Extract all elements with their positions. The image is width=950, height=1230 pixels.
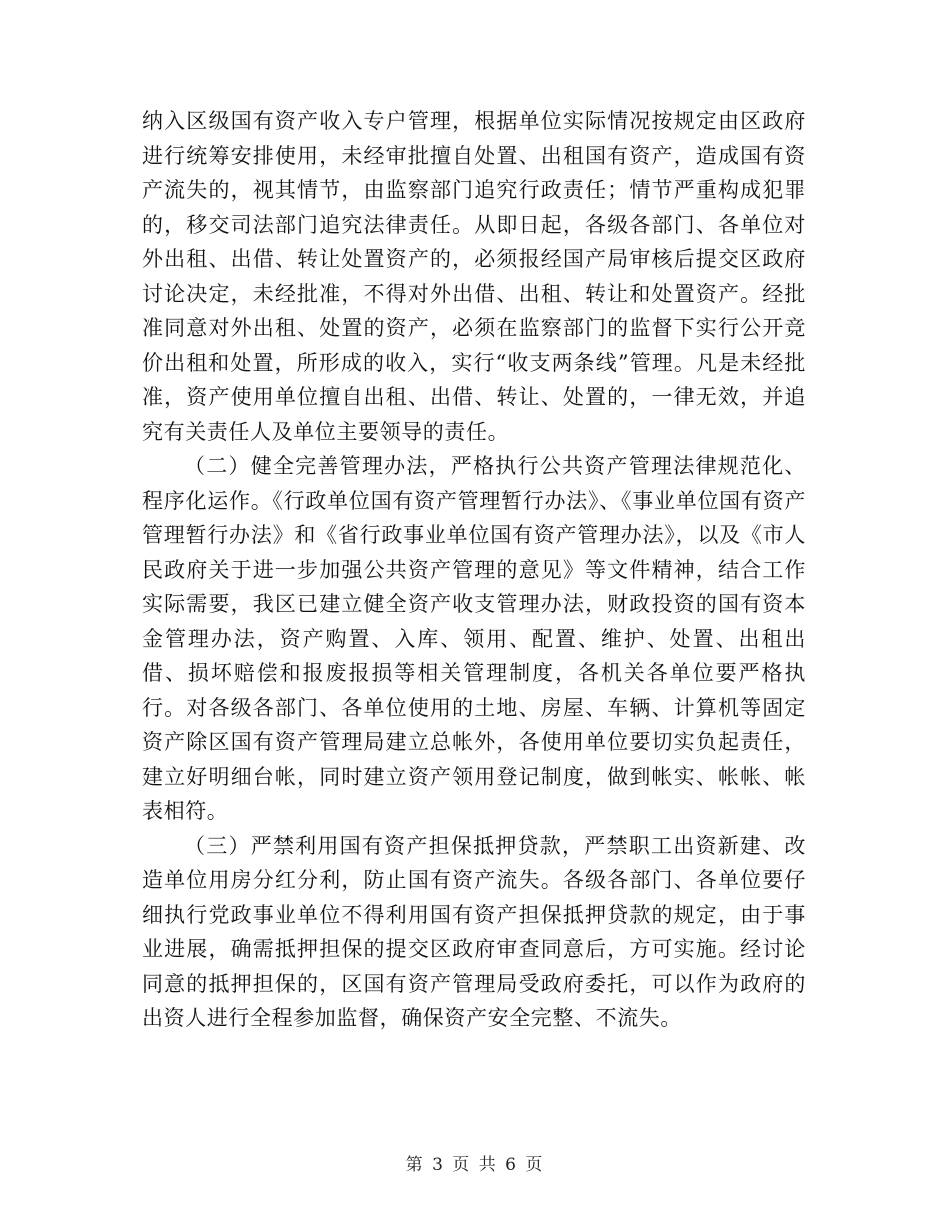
document-body xyxy=(142,104,806,1036)
paragraph-section-two: （二）健全完善管理办法，严格执行公共资产管理法律规范化、程序化运作。《行政单位国有资产管理暂行办法》、《事业单位国有资产管理暂行办法》和《省行政事业单位国有资产管理办法》，以及《市人民政府关于进一步加强公共资产管理的意见》等文件精神，结合工作实际需要，我区已建立健全资产收支管理办法，财政投资的国有资本金管理办法，资产购置、入库、领用、配置、维护、处置、出租出借、损坏赔偿和报废报损等相关管理制度，各机关各单位要严格执行。对各级各部门、各单位使用的土地、房屋、车辆、计算机等固定资产除区国有资产管理局建立总帐外，各使用单位要切实负起责任，建立好明细台帐，同时建立资产领用登记制度，做到帐实、帐帐、帐表相符。 xyxy=(142,454,806,823)
page-number-footer: 第 3 页 共 6 页 xyxy=(405,1155,545,1175)
paragraph-continuation: 纳入区级国有资产收入专户管理，根据单位实际情况按规定由区政府进行统筹安排使用，未经审批擅自处置、出租国有资产，造成国有资产流失的，视其情节，由监察部门追究行政责任；情节严重构成犯罪的，移交司法部门追究法律责任。从即日起，各级各部门、各单位对外出租、出借、转让处置资产的，必须报经国产局审核后提交区政府讨论决定，未经批准，不得对外出借、出租、转让和处置资产。经批准同意对外出租、处置的资产，必须在监察部门的监督下实行公开竞价出租和处置，所形成的收入，实行“收支两条线”管理。凡是未经批准，资产使用单位擅自出租、出借、转让、处置的，一律无效，并追究有关责任人及单位主要领导的责任。 xyxy=(142,109,806,444)
paragraph-section-three: （三）严禁利用国有资产担保抵押贷款，严禁职工出资新建、改造单位用房分红分利，防止国有资产流失。各级各部门、各单位要仔细执行党政事业单位不得利用国有资产担保抵押贷款的规定，由于事业进展，确需抵押担保的提交区政府审查同意后，方可实施。经讨论同意的抵押担保的，区国有资产管理局受政府委托，可以作为政府的出资人进行全程参加监督，确保资产安全完整、不流失。 xyxy=(142,833,806,1030)
